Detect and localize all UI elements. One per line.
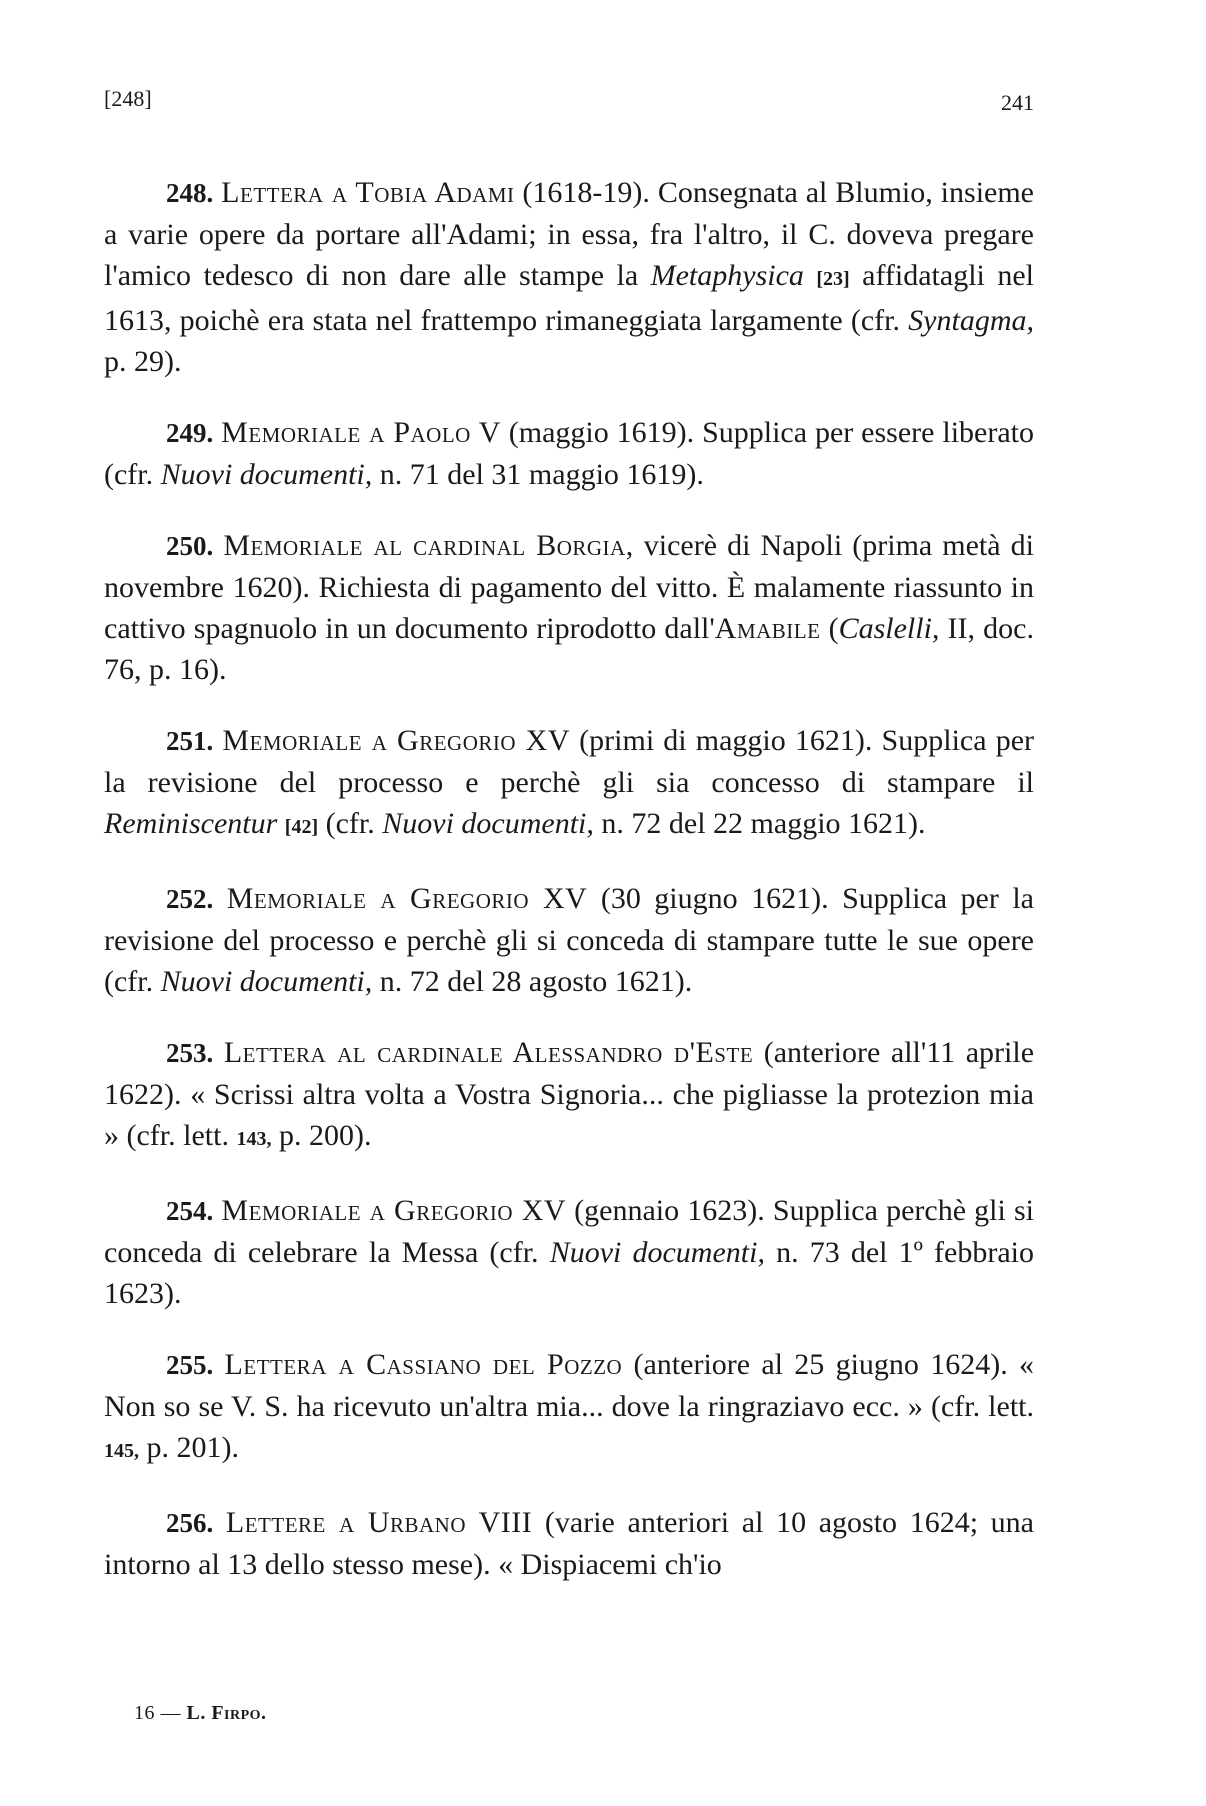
entry-text: (gennaio 1623). Supplica perchè gli si conceda di celebrare la Messa (cfr. — [104, 1194, 1034, 1269]
entry-number: 253. — [166, 1038, 214, 1068]
entry-text: (30 giugno 1621). Supplica per la revisione del processo e perchè gli si conceda di stampare tutte le sue opere (cfr. — [104, 882, 1034, 998]
entry-number: 254. — [166, 1196, 214, 1226]
entry-256 — [104, 1502, 1034, 1585]
source-title: Nuovi documenti, — [549, 1236, 765, 1269]
entry-heading: Lettera a Cassiano del Pozzo — [224, 1348, 623, 1381]
entry-text: II, doc. 76, p. 16). — [104, 612, 1034, 686]
catalogue-entries — [104, 142, 1034, 1615]
work-title: Reminiscentur — [104, 807, 278, 840]
entry-number: 251. — [166, 726, 214, 756]
entry-heading: Lettera a Tobia Adami — [221, 176, 515, 209]
entry-248 — [104, 172, 1034, 382]
entry-text: n. 73 del 1º febbraio 1623). — [104, 1236, 1034, 1310]
entry-text: p. 200). — [271, 1119, 372, 1152]
letter-reference: 145, — [104, 1440, 139, 1462]
page-number: 241 — [1001, 90, 1034, 115]
author-name: Amabile — [714, 612, 821, 645]
entry-text: (maggio 1619). Supplica per essere liberato (cfr. — [104, 416, 1035, 491]
entry-text: ( — [820, 612, 839, 645]
entry-249 — [104, 412, 1034, 495]
entry-252 — [104, 878, 1034, 1002]
entry-text: (1618-19). Consegnata al Blumio, insieme a varie opere da portare all'Adami; in essa, fra l'altro, il C. doveva pregare l'amico tedesco di non dare alle stampe la — [104, 176, 1034, 292]
signature-footer — [134, 1702, 267, 1725]
entry-heading: Memoriale a Gregorio XV — [226, 882, 588, 915]
work-title: Metaphysica — [650, 259, 804, 292]
letter-reference: 143, — [236, 1128, 272, 1150]
entry-text: p. 29). — [104, 345, 182, 378]
entry-heading: Memoriale al cardinal Borgia, — [223, 529, 634, 562]
entry-text: affidatagli nel 1613, poichè era stata nel frattempo rimaneggiata largamente (cfr. — [104, 259, 1034, 337]
entry-254 — [104, 1190, 1034, 1314]
running-head — [104, 86, 1034, 116]
entry-heading: Memoriale a Paolo V — [221, 416, 501, 449]
entry-number: 255. — [166, 1350, 214, 1380]
entry-text: (varie anteriori al 10 agosto 1624; una intorno al 13 dello stesso mese). « Dispiacemi ch'io — [104, 1506, 1034, 1581]
signature-author: L. Firpo. — [186, 1702, 267, 1724]
entry-number: 248. — [166, 178, 214, 208]
entry-heading: Memoriale a Gregorio XV — [221, 1194, 567, 1227]
entry-text: (primi di maggio 1621). Supplica per la revisione del processo e perchè gli sia concesso di stampare il — [104, 724, 1035, 799]
entry-text — [277, 807, 285, 840]
entry-heading: Lettere a Urbano VIII — [225, 1506, 533, 1539]
entry-number: 250. — [166, 531, 214, 561]
entry-text: (anteriore al 25 giugno 1624). « Non so se V. S. ha ricevuto un'altra mia... dove la ringraziavo ecc. » (cfr. lett. — [104, 1348, 1035, 1423]
entry-heading: Memoriale a Gregorio XV — [222, 724, 571, 757]
entry-251 — [104, 720, 1034, 848]
entry-250 — [104, 525, 1034, 690]
work-reference: [42] — [284, 816, 319, 838]
entry-heading: Lettera al cardinale Alessandro d'Este — [223, 1036, 754, 1069]
work-reference: [23] — [816, 268, 850, 290]
entry-number: 256. — [166, 1508, 214, 1538]
entry-number: 252. — [166, 884, 214, 914]
signature-number: 16 — — [134, 1702, 181, 1724]
entry-253 — [104, 1032, 1034, 1160]
entry-text: vicerè di Napoli (prima metà di novembre 1620). Richiesta di pagamento del vitto. È malamente riassunto in cattivo spagnuolo in un documento riprodotto dall' — [104, 529, 1034, 645]
source-title: Nuovi documenti, — [160, 965, 373, 998]
entry-255 — [104, 1344, 1034, 1472]
entry-number: 249. — [166, 418, 214, 448]
entry-text: n. 72 del 22 maggio 1621). — [593, 807, 926, 840]
source-title: Syntagma, — [908, 304, 1034, 337]
entry-text — [804, 259, 816, 292]
entry-range-label: [248] — [104, 86, 152, 111]
source-title: Nuovi documenti, — [382, 807, 594, 840]
source-title: Nuovi documenti, — [160, 458, 373, 491]
source-title: Caslelli, — [838, 612, 940, 645]
entry-text: n. 72 del 28 agosto 1621). — [372, 965, 693, 998]
entry-text: n. 71 del 31 maggio 1619). — [372, 458, 704, 491]
entry-text: (cfr. — [318, 807, 383, 840]
entry-text: (anteriore all'11 aprile 1622). « Scrissi altra volta a Vostra Signoria... che pigliasse la protezion mia » (cfr. lett. — [104, 1036, 1035, 1152]
entry-text: p. 201). — [139, 1431, 239, 1464]
